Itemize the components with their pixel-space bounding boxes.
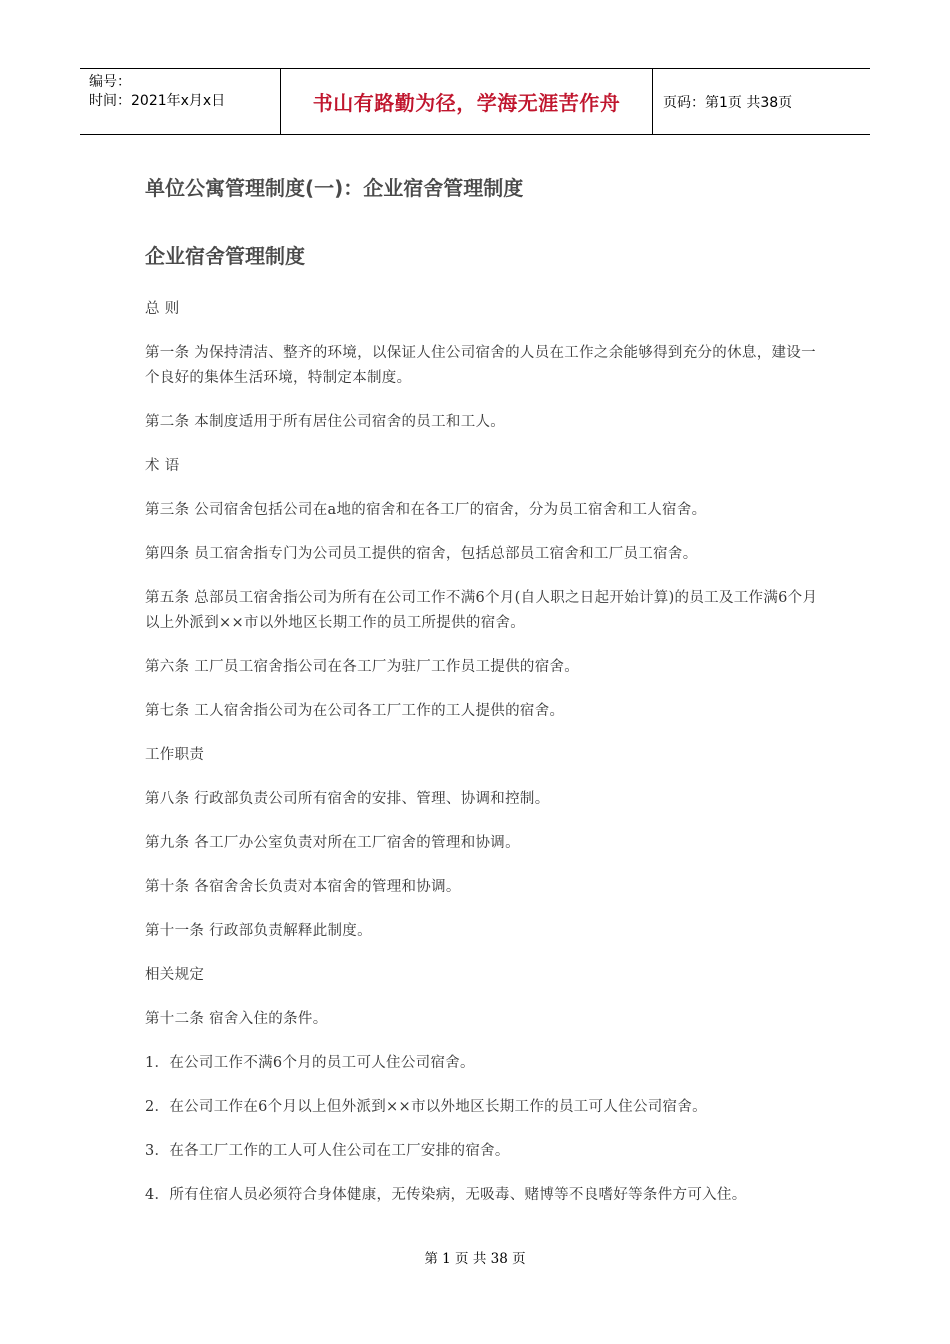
section-heading: 工作职责 <box>145 747 205 763</box>
header-motto: 书山有路勤为径，学海无涯苦作舟 <box>281 69 653 134</box>
section-heading: 总 则 <box>145 301 180 317</box>
header-meta <box>80 69 281 134</box>
paragraph: 第二条 本制度适用于所有居住公司宿舍的员工和工人。 <box>145 414 506 430</box>
section-heading: 相关规定 <box>145 967 205 983</box>
paragraph: 第七条 工人宿舍指公司为在公司各工厂工作的工人提供的宿舍。 <box>145 703 565 719</box>
sub-title: 企业宿舍管理制度 <box>145 244 305 268</box>
paragraph: 第十二条 宿舍入住的条件。 <box>145 1011 328 1027</box>
paragraph: 第三条 公司宿舍包括公司在a地的宿舍和在各工厂的宿舍，分为员工宿舍和工人宿舍。 <box>145 502 707 518</box>
paragraph: 第四条 员工宿舍指专门为公司员工提供的宿舍，包括总部员工宿舍和工厂员工宿舍。 <box>145 546 698 562</box>
main-title: 单位公寓管理制度(一)：企业宿舍管理制度 <box>145 176 524 200</box>
list-item: 4．所有住宿人员必须符合身体健康，无传染病，无吸毒、赌博等不良嗜好等条件方可入住。 <box>145 1187 747 1203</box>
page-footer: 第 1 页 共 38 页 <box>424 1251 526 1267</box>
document-header <box>80 68 870 135</box>
paragraph: 第九条 各工厂办公室负责对所在工厂宿舍的管理和协调。 <box>145 835 520 851</box>
paragraph: 第十一条 行政部负责解释此制度。 <box>145 923 372 939</box>
number-label: 编号： <box>89 74 131 90</box>
list-item: 2．在公司工作在6个月以上但外派到××市以外地区长期工作的员工可人住公司宿舍。 <box>145 1099 707 1115</box>
paragraph: 第十条 各宿舍舍长负责对本宿舍的管理和协调。 <box>145 879 461 895</box>
list-item: 1．在公司工作不满6个月的员工可人住公司宿舍。 <box>145 1055 475 1071</box>
header-page-info: 页码：第1页 共38页 <box>663 94 793 111</box>
time-label: 时间：2021年x月x日 <box>89 93 226 109</box>
paragraph: 第八条 行政部负责公司所有宿舍的安排、管理、协调和控制。 <box>145 791 550 807</box>
list-item: 3．在各工厂工作的工人可人住公司在工厂安排的宿舍。 <box>145 1143 510 1159</box>
section-heading: 术 语 <box>145 458 180 474</box>
paragraph: 第五条 总部员工宿舍指公司为所有在公司工作不满6个月(自人职之日起开始计算)的员工及工作满6个月以上外派到××市以外地区长期工作的员工所提供的宿舍。 <box>145 590 818 631</box>
paragraph: 第六条 工厂员工宿舍指公司在各工厂为驻厂工作员工提供的宿舍。 <box>145 659 580 675</box>
paragraph: 第一条 为保持清洁、整齐的环境，以保证人住公司宿舍的人员在工作之余能够得到充分的休息，建设一个良好的集体生活环境，特制定本制度。 <box>145 345 816 386</box>
